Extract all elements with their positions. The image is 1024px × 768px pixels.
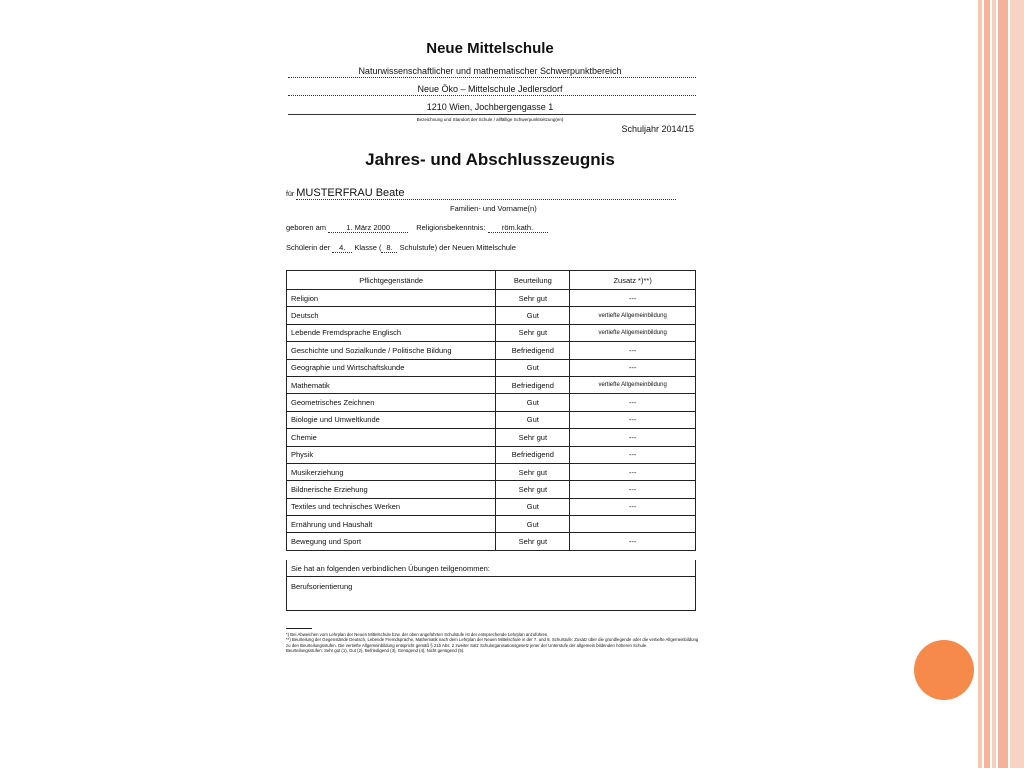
table-row <box>287 324 696 341</box>
cell-addition: vertiefte Allgemeinbildung <box>570 324 696 341</box>
table-row <box>287 429 696 446</box>
cell-assessment: Sehr gut <box>496 481 570 498</box>
cell-assessment: Befriedigend <box>496 376 570 393</box>
decorative-stripe <box>1010 0 1024 768</box>
student-name-row <box>286 187 676 200</box>
document-title: Jahres- und Abschlusszeugnis <box>365 150 615 169</box>
table-row <box>287 376 696 393</box>
cell-subject: Physik <box>287 446 496 463</box>
cell-addition: --- <box>570 498 696 515</box>
class-prefix: Schülerin der <box>286 243 331 252</box>
dotted-rule <box>288 77 696 78</box>
cell-subject: Geometrisches Zeichnen <box>287 394 496 411</box>
table-row <box>287 342 696 359</box>
table-row <box>287 446 696 463</box>
cell-assessment: Gut <box>496 411 570 428</box>
cell-subject: Textiles und technisches Werken <box>287 498 496 515</box>
cell-subject: Mathematik <box>287 376 496 393</box>
religion-value: röm.kath. <box>488 223 548 233</box>
cell-subject: Deutsch <box>287 307 496 324</box>
decorative-stripe <box>992 0 996 768</box>
cell-addition: vertiefte Allgemeinbildung <box>570 307 696 324</box>
student-name: MUSTERFRAU Beate <box>296 187 676 200</box>
cell-assessment: Gut <box>496 516 570 533</box>
cell-addition: --- <box>570 446 696 463</box>
table-row <box>287 533 696 550</box>
cell-addition: --- <box>570 533 696 550</box>
cell-assessment: Gut <box>496 498 570 515</box>
solid-rule <box>288 114 696 115</box>
cell-subject: Geschichte und Sozialkunde / Politische Bildung <box>287 342 496 359</box>
table-row <box>287 394 696 411</box>
footnote-rule <box>286 628 312 629</box>
cell-subject: Ernährung und Haushalt <box>287 516 496 533</box>
name-caption: Familien- und Vorname(n) <box>450 204 537 213</box>
cell-addition: --- <box>570 411 696 428</box>
table-row <box>287 463 696 480</box>
address-line: 1210 Wien, Jochbergengasse 1 <box>426 102 554 112</box>
cell-addition: --- <box>570 359 696 376</box>
decorative-stripe <box>998 0 1008 768</box>
exercises-label: Sie hat an folgenden verbindlichen Übungen teilgenommen: <box>291 564 490 573</box>
class-mid: Klasse ( <box>354 243 382 252</box>
table-header-row <box>287 271 696 290</box>
born-date: 1. März 2000 <box>328 223 408 233</box>
cell-assessment: Sehr gut <box>496 429 570 446</box>
exercises-value: Berufsorientierung <box>291 582 353 591</box>
cell-subject: Musikerziehung <box>287 463 496 480</box>
table-row <box>287 411 696 428</box>
exercises-box <box>286 560 696 611</box>
cell-assessment: Gut <box>496 307 570 324</box>
cell-addition <box>570 516 696 533</box>
cell-addition: --- <box>570 394 696 411</box>
cell-addition: --- <box>570 463 696 480</box>
footnote-2: **) Beurteilung der Gegenstände Deutsch, Lebende Fremdsprache, Mathematik nach dem Lehrplan der Neuen Mittelschule in der 7. und 8. Schulstufe: Zusatz über die grundlegende oder die vertiefte Allgemeinbildung zu den Beurteilungsstufen. Die vertiefte Allgemeinbildung entspricht gemäß § 21b Abs. 2 zweiter Satz Schulorganisationsgesetz jener der Unterstufe der allgemein bildenden höheren Schule. <box>286 637 699 648</box>
cell-subject: Religion <box>287 290 496 307</box>
cell-subject: Bildnerische Erziehung <box>287 481 496 498</box>
focus-line: Naturwissenschaftlicher und mathematischer Schwerpunktbereich <box>358 66 622 76</box>
header-subjects: Pflichtgegenstände <box>287 271 496 290</box>
certificate-document <box>280 30 700 680</box>
cell-assessment: Sehr gut <box>496 290 570 307</box>
cell-addition: --- <box>570 342 696 359</box>
accent-circle <box>914 640 974 700</box>
footnotes <box>286 628 700 653</box>
class-row <box>286 243 516 253</box>
table-row <box>287 481 696 498</box>
cell-assessment: Sehr gut <box>496 324 570 341</box>
class-suffix: Schulstufe) der Neuen Mittelschule <box>399 243 516 252</box>
cell-assessment: Gut <box>496 394 570 411</box>
header-addition: Zusatz *)**) <box>570 271 696 290</box>
cell-subject: Biologie und Umweltkunde <box>287 411 496 428</box>
table-row <box>287 359 696 376</box>
cell-addition: --- <box>570 290 696 307</box>
cell-subject: Lebende Fremdsprache Englisch <box>287 324 496 341</box>
footnote-3: Beurteilungsstufen: Sehr gut (1), Gut (2), Befriedigend (3), Genügend (4), Nicht genügend (5). <box>286 647 465 653</box>
grade-level: 8. <box>381 243 397 253</box>
cell-addition: vertiefte Allgemeinbildung <box>570 376 696 393</box>
for-label: für <box>286 191 295 198</box>
divider <box>287 576 695 577</box>
decorative-stripe <box>984 0 990 768</box>
cell-subject: Geographie und Wirtschaftskunde <box>287 359 496 376</box>
cell-assessment: Sehr gut <box>496 533 570 550</box>
header-assessment: Beurteilung <box>496 271 570 290</box>
cell-assessment: Gut <box>496 359 570 376</box>
grades-table <box>286 270 696 551</box>
school-caption: Bezeichnung und Standort der Schule / allfällige Schwerpunktsetzung(en) <box>416 117 564 122</box>
footnote-1: *) Bei Abweichen vom Lehrplan der Neuen Mittelschule bzw. der oben angeführten Schulstufe ist der entsprechende Lehrplan anzuführen. <box>286 632 549 637</box>
cell-addition: --- <box>570 429 696 446</box>
birth-religion-row <box>286 223 548 233</box>
dotted-rule <box>288 95 696 96</box>
cell-assessment: Befriedigend <box>496 342 570 359</box>
religion-label: Religionsbekenntnis: <box>416 223 486 232</box>
school-name: Neue Mittelschule <box>426 40 554 57</box>
class-value: 4. <box>332 243 352 253</box>
school-year: Schuljahr 2014/15 <box>621 124 694 134</box>
born-label: geboren am <box>286 223 327 232</box>
decorative-stripe <box>978 0 982 768</box>
table-row <box>287 516 696 533</box>
cell-assessment: Befriedigend <box>496 446 570 463</box>
table-row <box>287 307 696 324</box>
cell-addition: --- <box>570 481 696 498</box>
school-line: Neue Öko – Mittelschule Jedlersdorf <box>417 84 563 94</box>
cell-assessment: Sehr gut <box>496 463 570 480</box>
cell-subject: Bewegung und Sport <box>287 533 496 550</box>
cell-subject: Chemie <box>287 429 496 446</box>
table-row <box>287 498 696 515</box>
table-row <box>287 290 696 307</box>
